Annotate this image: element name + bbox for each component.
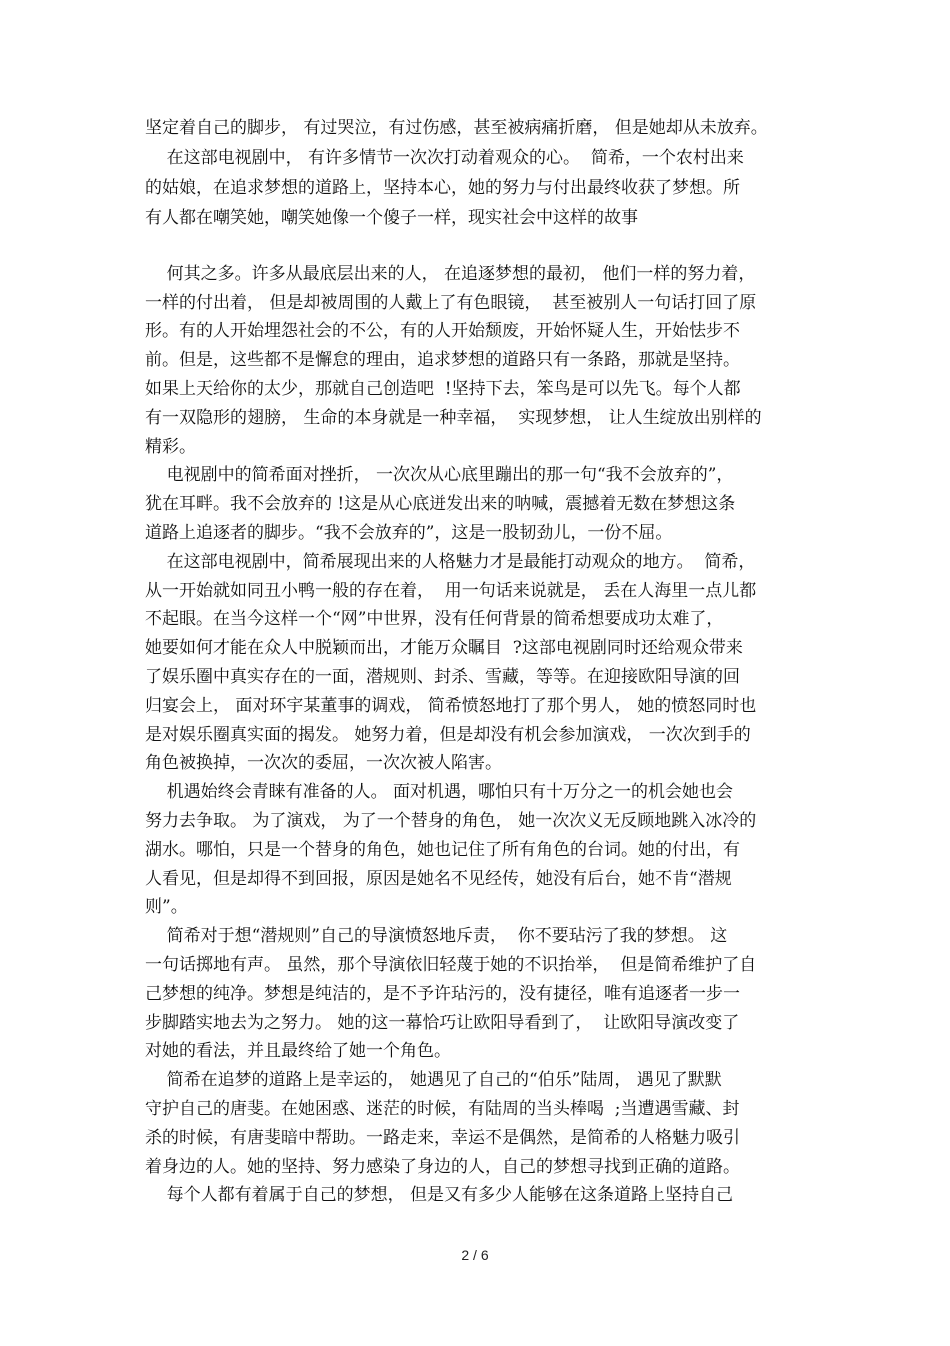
text-line: 电视剧中的简希面对挫折， 一次次从心底里蹦出的那一句“我不会放弃的”， xyxy=(145,465,734,485)
text-line: 每个人都有着属于自己的梦想， 但是又有多少人能够在这条道路上坚持自己 xyxy=(145,1185,734,1205)
text-line: 从一开始就如同丑小鸭一般的存在着， 用一句话来说就是， 丢在人海里一点儿都 xyxy=(145,581,757,601)
text-line: 对她的看法，并且最终给了她一个角色。 xyxy=(145,1041,451,1061)
text-line: 步脚踏实地去为之努力。 她的这一幕恰巧让欧阳导看到了， 让欧阳导演改变了 xyxy=(145,1013,740,1033)
text-line: 如果上天给你的太少，那就自己创造吧 !坚持下去，笨鸟是可以先飞。每个人都 xyxy=(145,379,741,399)
text-line: 一样的付出着， 但是却被周围的人戴上了有色眼镜， 甚至被别人一句话打回了原 xyxy=(145,293,757,313)
text-line: 湖水。哪怕，只是一个替身的角色，她也记住了所有角色的台词。她的付出，有 xyxy=(145,840,740,860)
text-line: 不起眼。在当今这样一个“网”中世界，没有任何背景的简希想要成功太难了， xyxy=(145,609,724,629)
text-line: 是对娱乐圈真实面的揭发。 她努力着，但是却没有机会参加演戏， 一次次到手的 xyxy=(145,725,751,745)
text-line: 努力去争取。 为了演戏， 为了一个替身的角色， 她一次次义无反顾地跳入冰冷的 xyxy=(145,811,757,831)
text-line: 归宴会上， 面对环宇某董事的调戏， 简希愤怒地打了那个男人， 她的愤怒同时也 xyxy=(145,696,757,716)
text-line: 坚定着自己的脚步， 有过哭泣，有过伤感，甚至被病痛折磨， 但是她却从未放弃。 xyxy=(145,118,768,138)
text-line: 犹在耳畔。我不会放弃的 !这是从心底迸发出来的呐喊，震撼着无数在梦想这条 xyxy=(145,494,736,514)
text-line: 道路上追逐者的脚步。“我不会放弃的”，这是一股韧劲儿，一份不屈。 xyxy=(145,523,673,543)
text-line: 何其之多。许多从最底层出来的人， 在追逐梦想的最初， 他们一样的努力着， xyxy=(145,264,756,284)
text-line: 的姑娘，在追求梦想的道路上，坚持本心，她的努力与付出最终收获了梦想。所 xyxy=(145,178,740,198)
text-line: 了娱乐圈中真实存在的一面，潜规则、封杀、雪藏，等等。在迎接欧阳导演的回 xyxy=(145,667,740,687)
text-line: 守护自己的唐斐。在她困惑、迷茫的时候，有陆周的当头棒喝 ;当遭遇雪藏、封 xyxy=(145,1099,740,1119)
text-line: 机遇始终会青睐有准备的人。 面对机遇，哪怕只有十万分之一的机会她也会 xyxy=(145,782,734,802)
page-number: 2 / 6 xyxy=(461,1247,489,1263)
text-line: 在这部电视剧中， 有许多情节一次次打动着观众的心。 简希，一个农村出来 xyxy=(145,148,744,168)
text-line: 杀的时候，有唐斐暗中帮助。一路走来，幸运不是偶然，是简希的人格魅力吸引 xyxy=(145,1128,740,1148)
text-line: 有人都在嘲笑她，嘲笑她像一个傻子一样，现实社会中这样的故事 xyxy=(145,208,638,228)
text-line: 有一双隐形的翅膀， 生命的本身就是一种幸福， 实现梦想， 让人生绽放出别样的 xyxy=(145,408,762,428)
text-line: 己梦想的纯净。梦想是纯洁的，是不予许玷污的，没有捷径，唯有追逐者一步一 xyxy=(145,984,740,1004)
text-line: 一句话掷地有声。 虽然，那个导演依旧轻蔑于她的不识抬举， 但是简希维护了自 xyxy=(145,955,757,975)
text-line: 简希在追梦的道路上是幸运的， 她遇见了自己的“伯乐”陆周， 遇见了默默 xyxy=(145,1070,722,1090)
text-line: 在这部电视剧中，简希展现出来的人格魅力才是最能打动观众的地方。 简希， xyxy=(145,552,756,572)
text-line: 她要如何才能在众人中脱颖而出，才能万众瞩目 ?这部电视剧同时还给观众带来 xyxy=(145,638,743,658)
text-line: 前。但是，这些都不是懈怠的理由，追求梦想的道路只有一条路，那就是坚持。 xyxy=(145,350,740,370)
text-line: 精彩。 xyxy=(145,437,196,457)
text-line: 简希对于想“潜规则”自己的导演愤怒地斥责， 你不要玷污了我的梦想。 这 xyxy=(145,926,728,946)
text-line: 角色被换掉，一次次的委屈，一次次被人陷害。 xyxy=(145,753,502,773)
text-line: 形。有的人开始埋怨社会的不公，有的人开始颓废，开始怀疑人生，开始怯步不 xyxy=(145,321,740,341)
text-line: 人看见，但是却得不到回报，原因是她名不见经传，她没有后台，她不肯“潜规 xyxy=(145,869,732,889)
text-line: 着身边的人。她的坚持、努力感染了身边的人，自己的梦想寻找到正确的道路。 xyxy=(145,1157,740,1177)
text-line: 则”。 xyxy=(145,897,188,917)
